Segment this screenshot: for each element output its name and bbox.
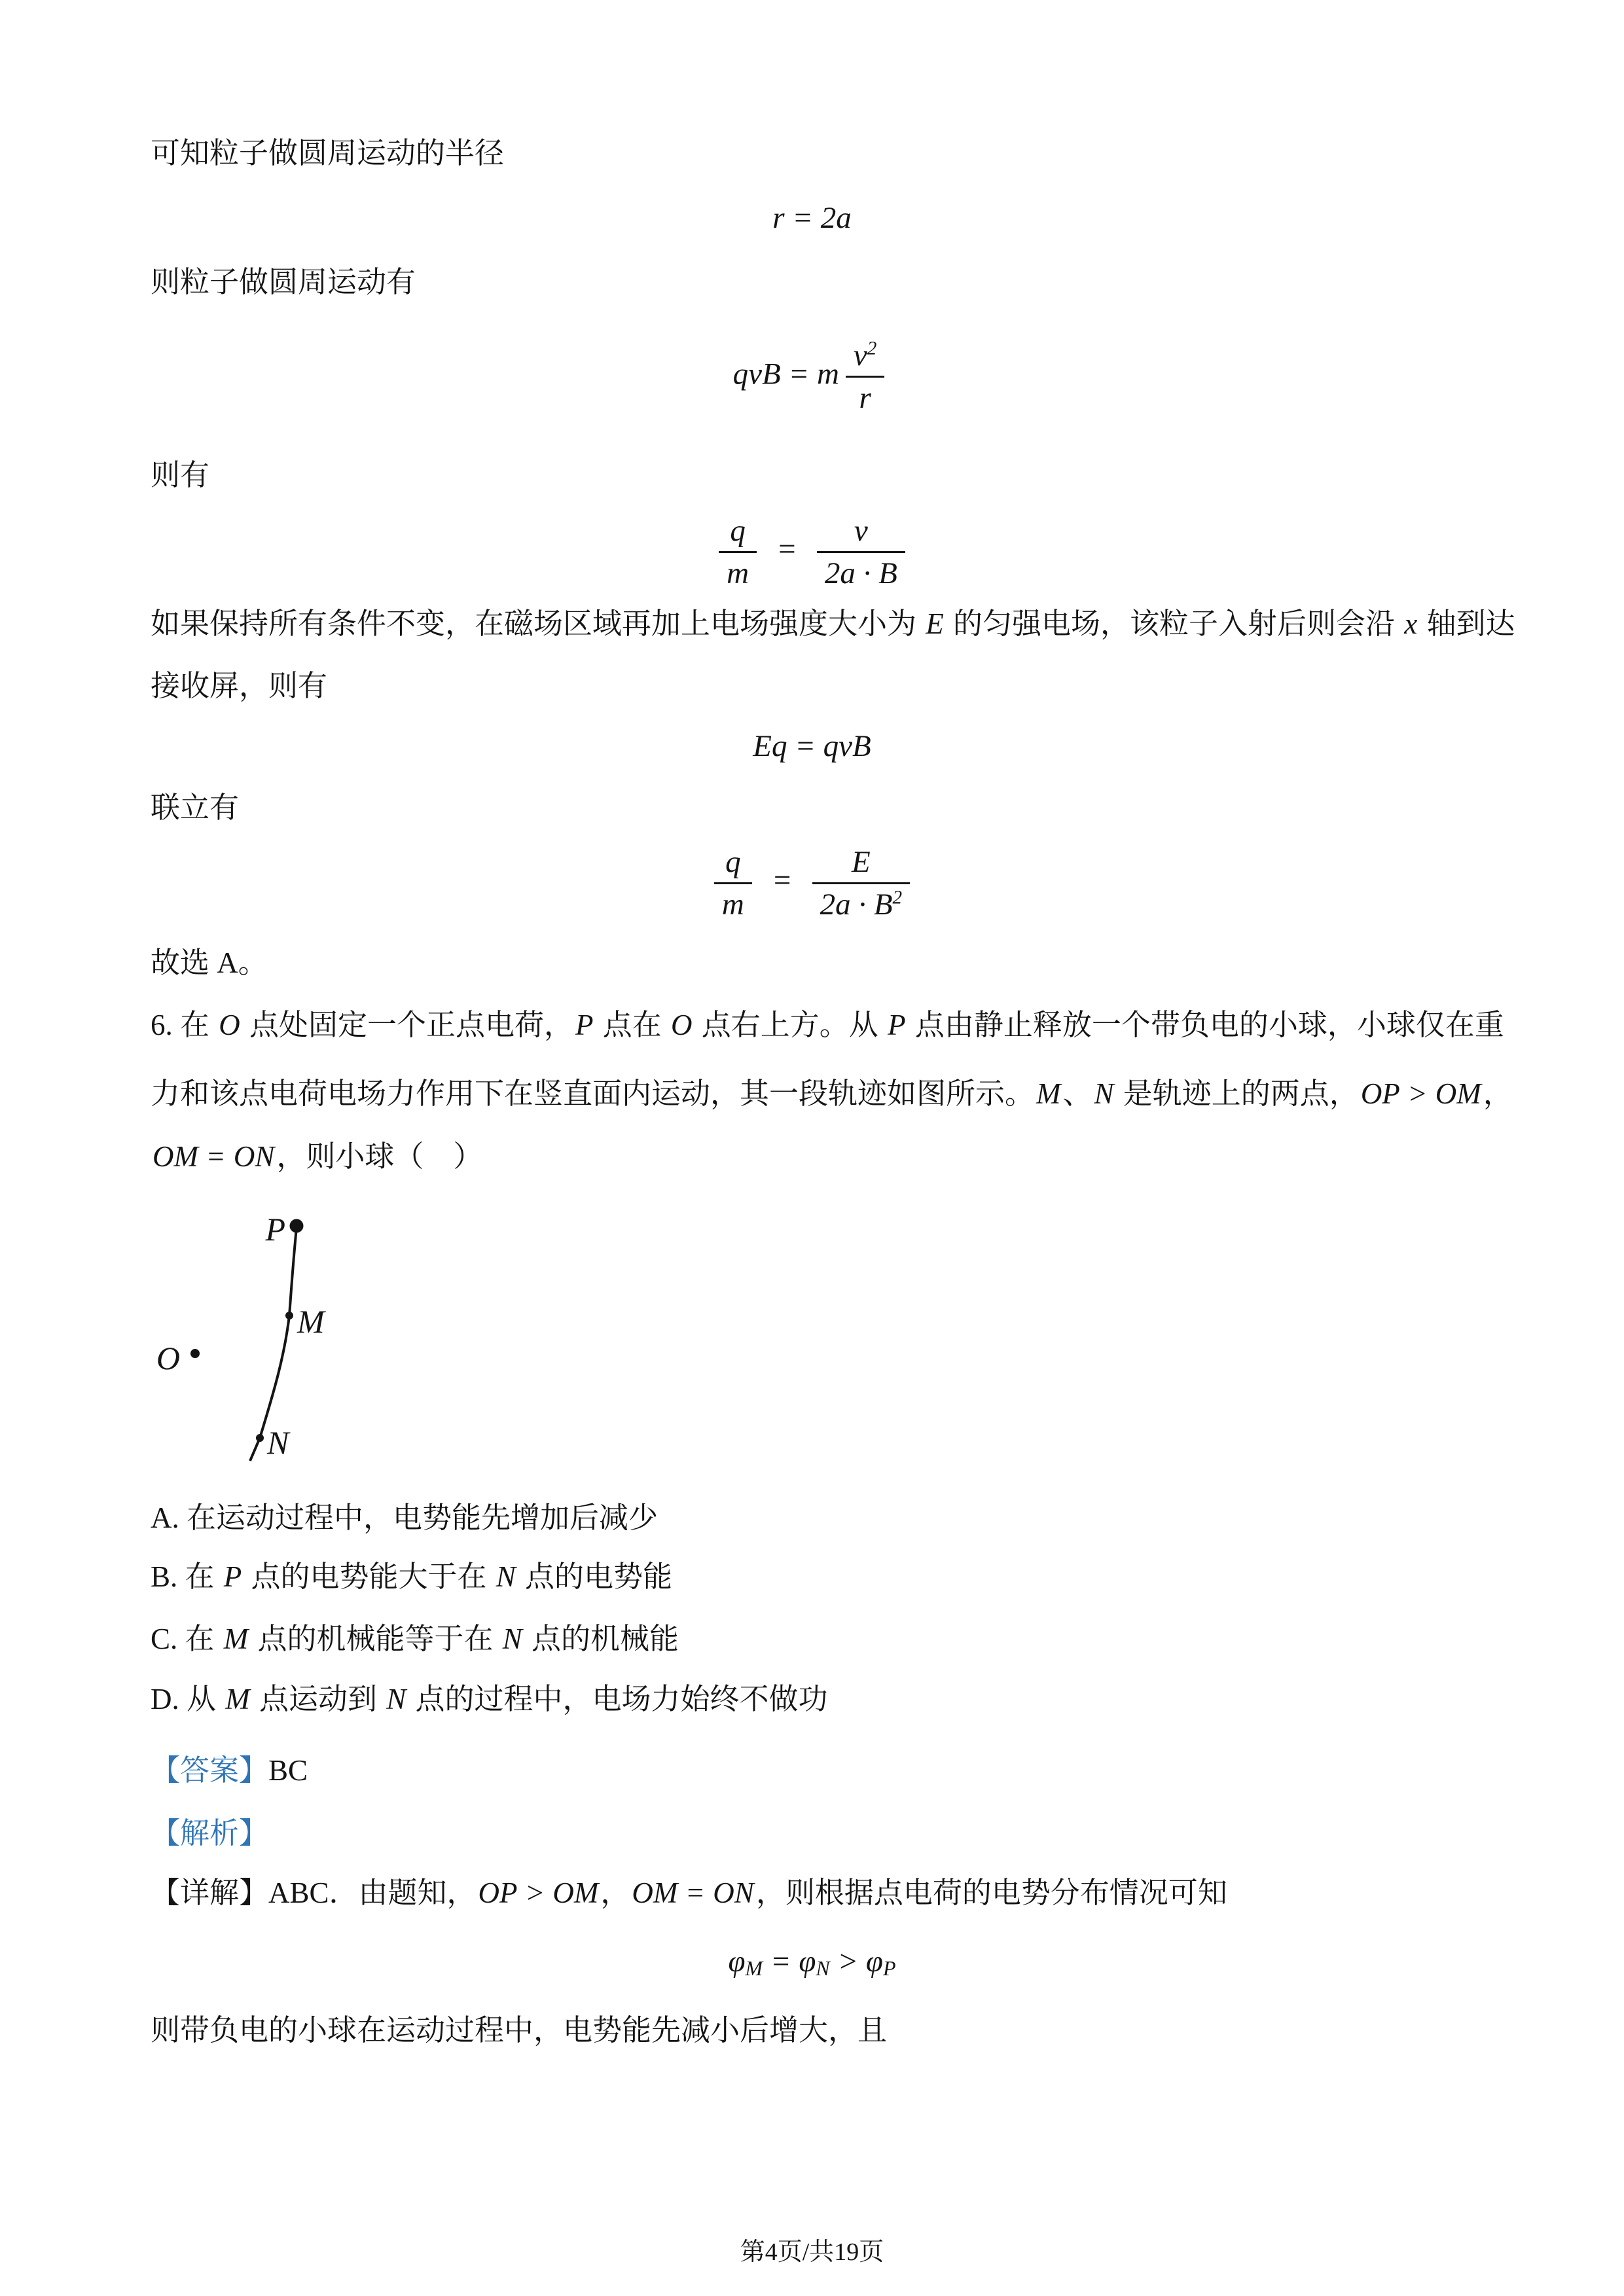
solution5-conclusion: 故选 A。: [151, 946, 268, 979]
numerator: [846, 336, 884, 376]
exponent: 2: [892, 887, 903, 908]
text-segment: >: [1401, 1077, 1434, 1110]
text-segment: A. 在运动过程中，电势能先增加后减少: [151, 1501, 658, 1534]
text-segment: 点右上方。从: [694, 1009, 886, 1041]
text-segment: 的匀强电场，该粒子入射后则会沿: [945, 607, 1403, 640]
detail-continuation: 则带负电的小球在运动过程中，电势能先减小后增大，且: [151, 2014, 888, 2047]
solution5-circular-intro: 则粒子做圆周运动有: [151, 266, 416, 298]
solution5-radius-intro: 可知粒子做圆周运动的半径: [151, 137, 505, 170]
solution5-condition-line1: [151, 605, 1515, 642]
text-segment: B. 在: [151, 1560, 222, 1593]
phi-symbol: φ: [799, 1945, 816, 1979]
equals-sign: =: [776, 532, 797, 567]
math-var-OP: OP: [1360, 1077, 1400, 1110]
analysis-line: [151, 1815, 268, 1852]
fraction-q-over-m: [714, 843, 752, 924]
math-var-P: P: [575, 1009, 594, 1041]
math-var-M: M: [1036, 1077, 1061, 1110]
trajectory-figure: [151, 1204, 347, 1479]
math-var-N: N: [502, 1623, 522, 1655]
answer-value: BC: [268, 1754, 308, 1787]
numerator: q: [725, 845, 741, 879]
solution5-condition-line2: 接收屏，则有: [151, 670, 328, 702]
answer-label: 【答案】: [151, 1754, 269, 1787]
point-m-label: M: [297, 1303, 325, 1340]
text-segment: 点由静止释放一个带负电的小球，小球仅在重: [907, 1009, 1504, 1041]
text-segment: ，: [1483, 1077, 1513, 1110]
subscript-N: N: [816, 1956, 830, 1980]
answer-line: [151, 1752, 308, 1789]
text-segment: 6. 在: [151, 1009, 217, 1041]
detail-label-and-text: 【详解】ABC．由题知，: [151, 1876, 477, 1909]
text-segment: =: [200, 1140, 232, 1173]
relation-sign: >: [829, 1945, 866, 1979]
numerator: v: [854, 514, 868, 548]
text-segment: >: [519, 1876, 551, 1909]
relation-sign: =: [763, 1945, 799, 1979]
text-segment: 点的电势能大于在: [244, 1560, 494, 1593]
math-var-O: O: [671, 1009, 693, 1041]
point-n-label: N: [267, 1424, 289, 1461]
text-segment: 点在: [595, 1009, 670, 1041]
text-segment: ，: [600, 1876, 630, 1909]
equation-circular-motion: [0, 336, 1624, 417]
math-var-N: N: [496, 1560, 516, 1593]
fraction-v2-over-r: [846, 336, 884, 417]
den-base: 2a · B: [820, 888, 893, 922]
text-segment: 、: [1062, 1077, 1092, 1110]
text-segment: 点运动到: [251, 1683, 385, 1715]
denominator: m: [714, 882, 752, 924]
page-footer: 第4页/共19页: [740, 2238, 884, 2266]
analysis-label: 【解析】: [151, 1817, 269, 1850]
equation-radius: r = 2a: [772, 201, 852, 235]
equation-field-force: Eq = qvB: [753, 729, 871, 763]
numerator: q: [730, 514, 746, 548]
math-var-N: N: [1094, 1077, 1114, 1110]
detail-line: [151, 1874, 1227, 1911]
option-d: [151, 1681, 828, 1717]
question6-line2: [151, 1075, 1513, 1112]
option-b: [151, 1558, 672, 1595]
text-segment: 点的电势能: [517, 1560, 673, 1593]
fraction-v-over-2aB: [817, 512, 905, 592]
math-var-P: P: [888, 1009, 906, 1041]
denominator: m: [719, 551, 757, 592]
denominator: r: [846, 376, 884, 417]
fraction-E-over-2aB2: [812, 843, 911, 924]
math-var-M: M: [223, 1623, 249, 1655]
solution5-combine-intro: 联立有: [151, 791, 240, 824]
phi-symbol: φ: [865, 1945, 883, 1979]
text-segment: =: [679, 1876, 712, 1909]
text-segment: 如果保持所有条件不变，在磁场区域再加上电场强度大小为: [151, 607, 924, 640]
equation-potential-comparison: [0, 1943, 1624, 1980]
math-var-M: M: [225, 1683, 250, 1715]
subscript-P: P: [882, 1956, 896, 1980]
math-var-ON: ON: [713, 1876, 754, 1909]
math-var: v: [853, 338, 867, 372]
question6-line3: [151, 1138, 482, 1175]
math-var-x: x: [1404, 607, 1418, 640]
math-var-N: N: [386, 1683, 406, 1715]
option-a: [151, 1499, 658, 1536]
equals-sign: =: [771, 863, 793, 898]
numerator: E: [851, 845, 871, 879]
phi-symbol: φ: [728, 1945, 746, 1979]
denominator: [812, 882, 911, 924]
text-segment: 点的机械能等于在: [250, 1623, 501, 1655]
question6-line1: [151, 1007, 1504, 1043]
text-segment: ，则根据点电荷的电势分布情况可知: [755, 1876, 1227, 1909]
math-var-E: E: [926, 607, 944, 640]
text-segment: 点的机械能: [524, 1623, 679, 1655]
subscript-M: M: [745, 1956, 763, 1980]
equation-lhs: qvB = m: [732, 357, 839, 391]
text-segment: 点的过程中，电场力始终不做功: [408, 1683, 828, 1715]
equation-charge-mass-ratio-2: [0, 843, 1624, 924]
denominator: 2a · B: [817, 551, 905, 592]
math-var-ON: ON: [233, 1140, 275, 1173]
text-segment: C. 在: [151, 1623, 222, 1655]
math-var-OM: OM: [153, 1140, 198, 1173]
equation-charge-mass-ratio-1: [0, 512, 1624, 592]
point-o-label: O: [156, 1340, 180, 1376]
math-var-OM: OM: [1435, 1077, 1481, 1110]
text-segment: D. 从: [151, 1683, 224, 1715]
math-var-OM: OM: [632, 1876, 678, 1909]
math-var-P: P: [223, 1560, 242, 1593]
point-p-dot: [290, 1219, 304, 1233]
text-segment: 轴到达: [1419, 607, 1515, 640]
point-o-dot: [190, 1349, 200, 1358]
text-segment: ，则小球（ ）: [276, 1140, 483, 1173]
fraction-q-over-m: [719, 512, 757, 592]
point-m-dot: [285, 1312, 293, 1319]
exponent: 2: [867, 338, 877, 359]
text-segment: 点处固定一个正点电荷，: [242, 1009, 574, 1041]
text-segment: 是轨迹上的两点，: [1115, 1077, 1359, 1110]
solution5-then-intro: 则有: [151, 459, 210, 492]
math-var-OM: OM: [552, 1876, 599, 1909]
text-segment: 力和该点电荷电场力作用下在竖直面内运动，其一段轨迹如图所示。: [151, 1077, 1035, 1110]
point-n-dot: [256, 1434, 264, 1442]
point-p-label: P: [265, 1211, 285, 1247]
option-c: [151, 1621, 679, 1657]
math-var-OP: OP: [478, 1876, 518, 1909]
math-var-O: O: [219, 1009, 240, 1041]
